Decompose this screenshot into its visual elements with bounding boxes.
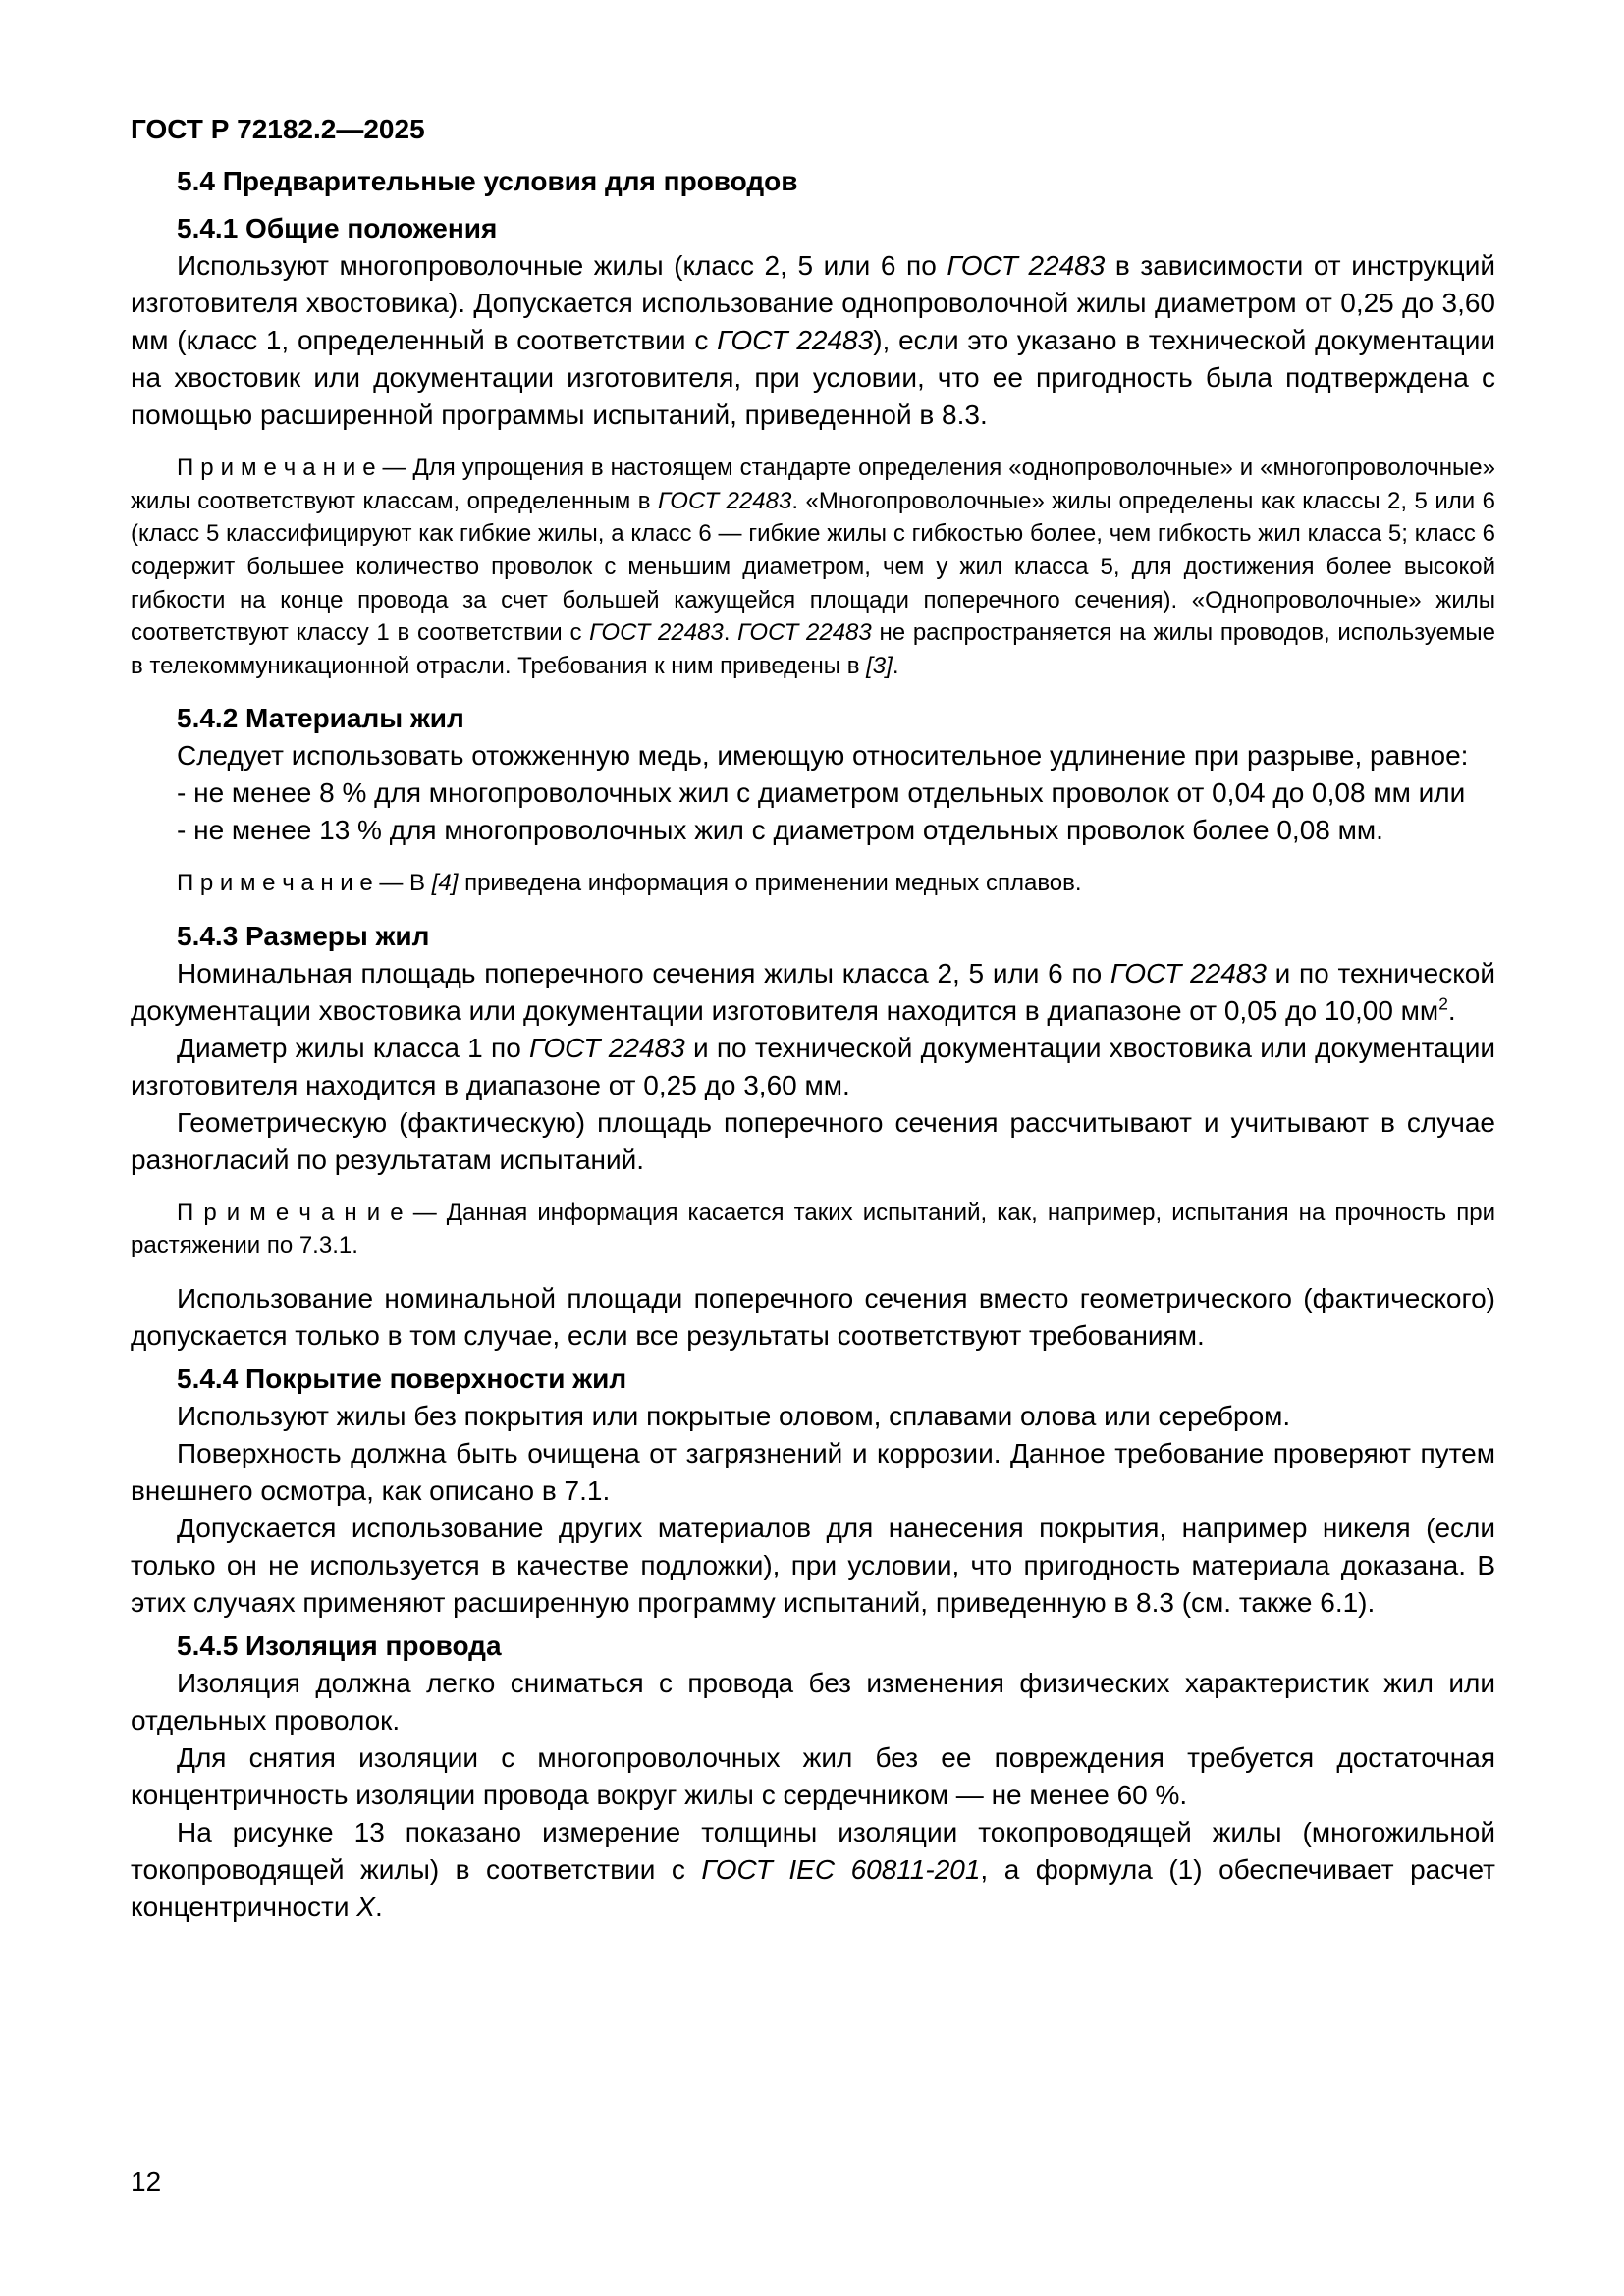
- italic-reference: ГОСТ 22483: [717, 325, 874, 356]
- text-run: П р и м е ч а н и е — Для упрощения в настоящем стандарте определения «однопроволочные» и «многопроволочные» жилы соответствуют классам, определенным в: [131, 454, 1495, 514]
- text-run: Номинальная площадь поперечного сечения жилы класса 2, 5 или 6 по: [177, 957, 1110, 988]
- text-run: .: [374, 1891, 383, 1922]
- italic-reference: ГОСТ 22483: [947, 250, 1106, 282]
- text-run: 5.4.1 Общие положения: [177, 213, 498, 244]
- note-paragraph: [131, 867, 1495, 900]
- section-heading: [131, 163, 1495, 200]
- italic-reference: ГОСТ 22483: [658, 487, 792, 514]
- text-run: 5.4.5 Изоляция провода: [177, 1629, 502, 1661]
- italic-reference: ГОСТ 22483: [589, 619, 724, 647]
- page-number: 12: [131, 2166, 162, 2197]
- text-run: Для снятия изоляции с многопроволочных жил без ее повреждения требуется достаточная концентричность изоляции провода вокруг жилы с сердечником — не менее 60 %.: [131, 1741, 1495, 1810]
- paragraph: [131, 1104, 1495, 1179]
- text-run: .: [892, 652, 899, 679]
- paragraph: [131, 737, 1495, 774]
- paragraph: [131, 812, 1495, 849]
- paragraph: [131, 1280, 1495, 1355]
- text-run: и по технической документации хвостовика или документации изготовителя находится в диапазоне от 0,05 до 10,00 мм: [131, 957, 1495, 1026]
- text-run: 5.4.3 Размеры жил: [177, 920, 430, 951]
- paragraph: [131, 1398, 1495, 1435]
- paragraph: [131, 1030, 1495, 1104]
- document-header-title: ГОСТ Р 72182.2—2025: [131, 114, 425, 144]
- subsection-heading: [131, 1361, 1495, 1398]
- italic-reference: ГОСТ 22483: [529, 1032, 685, 1063]
- text-run: На рисунке 13 показано измерение толщины изоляции токопроводящей жилы (многожильной токопроводящей жилы) в соответствии с: [131, 1816, 1495, 1885]
- text-run: П р и м е ч а н и е — Данная информация касается таких испытаний, как, например, испытания на прочность при растяжении по 7.3.1.: [131, 1199, 1495, 1259]
- text-run: 5.4.2 Материалы жил: [177, 703, 464, 734]
- subsection-heading: [131, 1628, 1495, 1665]
- italic-reference: ГОСТ 22483: [737, 619, 872, 647]
- text-run: . «Многопроволочные» жилы определены как классы 2, 5 или 6 (класс 5 классифицируют как гибкие жилы, а класс 6 — гибкие жилы с гибкостью более, чем гибкость жил класса 5; класс 6 содержит большее количество проволок с меньшим диаметром, чем у жил класса 5, для достижения более высокой гибкости на конце провода за счет большей кажущейся площади поперечного сечения). «Однопроволочные» жилы соответствуют классу 1 в соответствии с: [131, 487, 1496, 647]
- text-run: Следует использовать отожженную медь, имеющую относительное удлинение при разрыве, равное:: [177, 740, 1469, 772]
- italic-reference: X: [356, 1891, 375, 1922]
- paragraph: [131, 247, 1495, 434]
- subsection-heading: [131, 700, 1495, 737]
- italic-reference: ГОСТ 22483: [1110, 957, 1267, 988]
- paragraph: [131, 955, 1495, 1030]
- italic-reference: [3]: [866, 652, 893, 679]
- paragraph: [131, 1814, 1495, 1926]
- text-run: .: [723, 619, 738, 647]
- text-run: приведена информация о применении медных сплавов.: [458, 870, 1082, 897]
- text-run: Используют жилы без покрытия или покрытые оловом, сплавами олова или серебром.: [177, 1401, 1291, 1431]
- text-run: не распространяется на жилы проводов, используемые в телекоммуникационной отрасли. Требования к ним приведены в: [131, 619, 1496, 679]
- paragraph: [131, 1665, 1495, 1739]
- paragraph: [131, 1510, 1495, 1622]
- text-run: Диаметр жилы класса 1 по: [177, 1032, 530, 1063]
- subsection-heading: [131, 210, 1495, 247]
- text-run: ), если это указано в технической документации на хвостовик или документации изготовителя, при условии, что ее пригодность была подтверждена с помощью расширенной программы испытаний, приведенной в 8.3.: [131, 325, 1495, 431]
- text-run: и по технической документации хвостовика или документации изготовителя находится в диапазоне от 0,25 до 3,60 мм.: [131, 1032, 1495, 1100]
- text-run: Поверхность должна быть очищена от загрязнений и коррозии. Данное требование проверяют путем внешнего осмотра, как описано в 7.1.: [131, 1437, 1495, 1506]
- text-run: Используют многопроволочные жилы (класс 2, 5 или 6 по: [177, 250, 947, 282]
- note-paragraph: [131, 452, 1495, 682]
- text-run: Изоляция должна легко сниматься с провода без изменения физических характеристик жил или отдельных проволок.: [131, 1667, 1495, 1735]
- text-run: Геометрическую (фактическую) площадь поперечного сечения рассчитывают и учитывают в случае разногласий по результатам испытаний.: [131, 1106, 1495, 1175]
- superscript: 2: [1438, 993, 1448, 1014]
- paragraph: [131, 1739, 1495, 1814]
- italic-reference: [4]: [431, 870, 459, 897]
- document-blocks: [131, 163, 1495, 1925]
- text-run: Допускается использование других материалов для нанесения покрытия, например никеля (если только он не используется в качестве подложки), при условии, что пригодность материала доказана. В этих случаях применяют расширенную программу испытаний, приведенную в 8.3 (см. также 6.1).: [131, 1512, 1495, 1618]
- italic-reference: ГОСТ IEC 60811-201: [701, 1853, 981, 1885]
- text-run: П р и м е ч а н и е — В: [177, 870, 432, 897]
- text-run: - не менее 13 % для многопроволочных жил с диаметром отдельных проволок более 0,08 мм.: [177, 815, 1383, 846]
- text-run: в зависимости от инструкций изготовителя хвостовика). Допускается использование однопроволочной жилы диаметром от 0,25 до 3,60 мм (класс 1, определенный в соответствии с: [131, 250, 1495, 356]
- paragraph: [131, 774, 1495, 812]
- text-run: Использование номинальной площади поперечного сечения вместо геометрического (фактического) допускается только в том случае, если все результаты соответствуют требованиям.: [131, 1283, 1495, 1352]
- paragraph: [131, 1435, 1495, 1510]
- text-run: - не менее 8 % для многопроволочных жил с диаметром отдельных проволок от 0,04 до 0,08 мм или: [177, 777, 1466, 809]
- text-run: 5.4 Предварительные условия для проводов: [177, 166, 798, 197]
- subsection-heading: [131, 918, 1495, 955]
- text-run: .: [1447, 994, 1456, 1026]
- note-paragraph: [131, 1197, 1495, 1262]
- text-run: , а формула (1) обеспечивает расчет концентричности: [131, 1853, 1495, 1922]
- text-run: 5.4.4 Покрытие поверхности жил: [177, 1363, 627, 1395]
